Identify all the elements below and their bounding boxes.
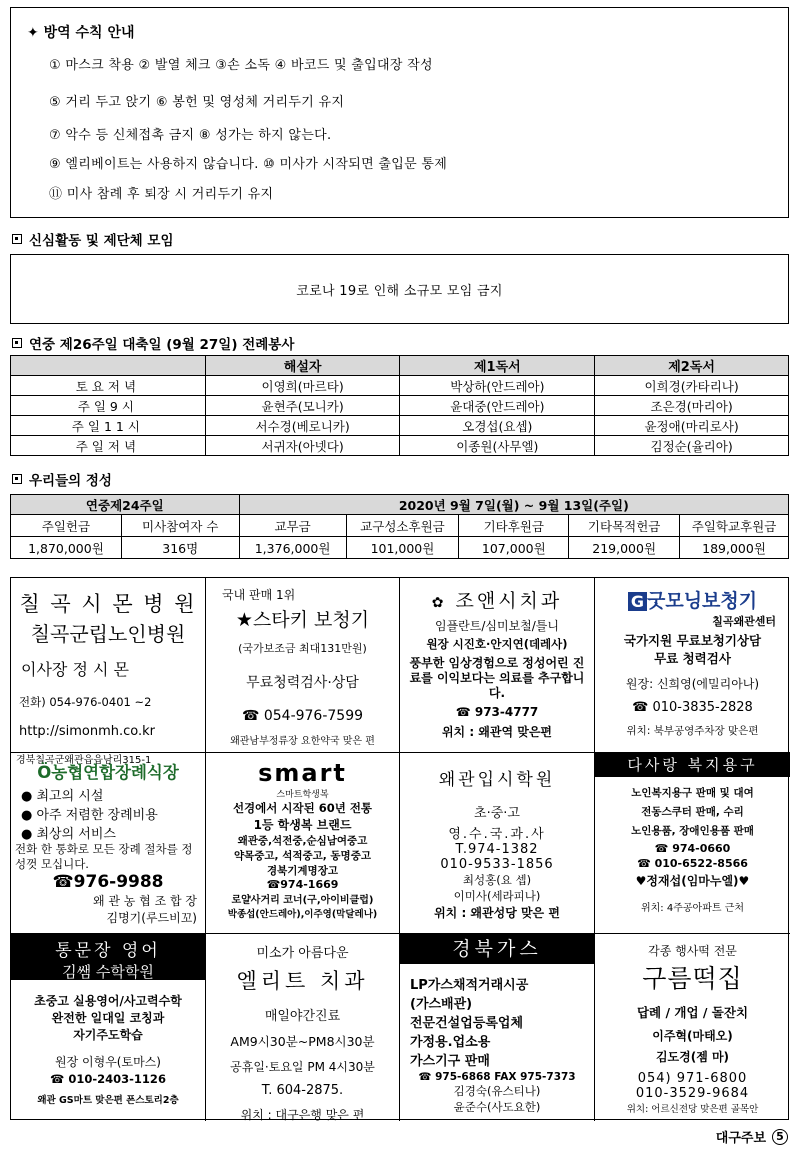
page-footer: [716, 1127, 788, 1146]
offering-table: [10, 494, 789, 559]
ad-phone: 010-9533-1856: [440, 857, 554, 872]
square-bullet-icon: [12, 474, 22, 484]
leaf-logo-icon: Ö: [37, 763, 52, 782]
week-label: 연중제24주일: [11, 495, 240, 515]
ad-phone: ☎ 010-3835-2828: [632, 700, 753, 715]
ad-line: 무료청력검사·상담: [246, 675, 359, 691]
ad-dasarang-welfare: [595, 753, 790, 934]
ad-phone: ☎ 975-6868 FAX 975-7373: [418, 1071, 576, 1083]
table-cell: 189,000원: [680, 537, 789, 559]
ad-joan-dental: [400, 578, 595, 753]
offering-section-title: 우리들의 정성: [12, 469, 112, 489]
ad-address: 로얄사거리 코너(구,아이비클럽): [231, 895, 374, 906]
ad-line: 전동스쿠터 판매, 수리: [641, 806, 744, 818]
ad-line: 왜 관 농 협 조 합 장: [92, 894, 197, 908]
ad-phone: T. 604-2875.: [261, 1083, 344, 1098]
ad-line: 미소가 아름다운: [256, 946, 349, 961]
ad-line: 무료 청력검사: [654, 651, 731, 666]
ad-phone: 010-3529-9684: [635, 1086, 750, 1101]
quarantine-rules-box: [10, 7, 789, 218]
ad-line: 국가지원 무료보청기상담: [623, 633, 762, 648]
ad-phone: ☎ 010-2403-1126: [50, 1072, 166, 1086]
table-row: [11, 376, 789, 396]
ad-description: 전화 한 통화로 모든 장례 절차를 정성껏 모십니다.: [15, 842, 193, 871]
mass-time: 토요저녁: [11, 376, 206, 396]
ad-gureum-rice-cake: [595, 934, 790, 1121]
ad-line: 자기주도학습: [73, 1028, 143, 1042]
ad-line: 이미사(세라피나): [453, 889, 541, 903]
ad-line: 김도경(젬 마): [655, 1050, 730, 1064]
table-cell: 오경섭(요셉): [400, 416, 595, 436]
ad-goodmorning-hearing: G 굿모닝보청기 칠곡왜관센터 국가지원 무료보청기상담 무료 청력검사 원장: 신희영(에밀리아나) ☎ 010-3835-2828 위치: 북부공영주차장 맞은편: [595, 578, 790, 753]
table-cell: 서귀자(아넷다): [205, 436, 400, 456]
ad-address: 위치: 4주공아파트 근처: [640, 903, 745, 914]
column-header: 해설자: [205, 356, 400, 376]
table-row: [11, 537, 789, 559]
column-header: 주일헌금: [11, 515, 122, 537]
ad-title: 왜관입시학원: [438, 770, 556, 790]
table-cell: 윤대중(안드레아): [400, 396, 595, 416]
ad-nonghyup-funeral: Ö농협연합장례식장 ● 최고의 시설 ● 아주 저렴한 장례비용 ● 최상의 서비스 전화 한 통화로 모든 장례 절차를 정성껏 모십니다. ☎976-9988 왜 관 농 협 조 합 장 김명기(루드비꼬): [11, 753, 206, 934]
ad-title: 구름떡집: [642, 964, 743, 993]
ad-title: ★스타키 보청기: [235, 609, 370, 631]
tooth-icon: ✿: [431, 595, 447, 611]
rule-line: ① 마스크 착용 ② 발열 체크 ③손 소독 ④ 바코드 및 출입대장 작성: [49, 58, 433, 73]
service-section-title: 연중 제26주일 대축일 (9월 27일) 전례봉사: [12, 333, 294, 353]
ad-line: 영.수.국.과.사: [448, 827, 546, 842]
rule-line: ⑤ 거리 두고 앉기 ⑥ 봉헌 및 영성체 거리두기 유지: [49, 95, 345, 110]
bullet-icon: ●: [21, 827, 33, 842]
ad-address: 경북칠곡군왜관읍읍남리315-1: [16, 755, 152, 766]
ad-address: 왜관 GS마트 맞은편 폰스토리2층: [37, 1095, 179, 1106]
ad-line: 칠곡왜관센터: [712, 615, 776, 628]
table-row: [11, 436, 789, 456]
table-cell: 서수경(베로니카): [205, 416, 400, 436]
ad-line: 초중고 실용영어/사고력수학: [34, 994, 182, 1008]
ad-phone: ☎ 054-976-7599: [241, 708, 364, 724]
ad-line: 노인용품, 장애인용품 판매: [631, 825, 754, 837]
table-cell: 107,000원: [459, 537, 569, 559]
ad-title: 다사랑 복지용구: [595, 753, 790, 777]
ad-title: 엘리트 치과: [236, 969, 369, 993]
ad-line: 약목중고, 석적중고, 동명중고: [233, 850, 371, 862]
ad-title: 경북가스: [400, 934, 594, 964]
meeting-section-title: 신심활동 및 제단체 모임: [12, 229, 174, 249]
ad-line: 이주혁(마태오): [652, 1029, 733, 1043]
ad-line: (국가보조금 최대131만원): [238, 642, 367, 655]
rule-line: ⑪ 미사 참례 후 퇴장 시 거리두기 유지: [49, 187, 274, 202]
table-cell: 이영희(마르타): [205, 376, 400, 396]
ad-title: 칠 곡 시 몬 병 원: [19, 592, 197, 616]
ad-english-math: [11, 934, 206, 1121]
table-cell: 1,376,000원: [239, 537, 346, 559]
ad-line: 완전한 일대일 코칭과: [51, 1011, 165, 1025]
ad-address: 왜관남부정류장 요한약국 맞은 편: [230, 736, 375, 747]
ad-phone: 전화) 054-976-0401 ~2: [19, 695, 152, 709]
table-cell: 조은경(마리아): [595, 396, 789, 416]
ad-line: (가스배관): [410, 997, 473, 1012]
bullet-icon: ●: [21, 789, 33, 804]
table-cell: 이희경(카타리나): [595, 376, 789, 396]
ad-line: 초·중·고: [474, 806, 520, 821]
ad-address: 위치: 북부공영주차장 맞은편: [626, 725, 759, 737]
column-header: 기타후원금: [459, 515, 569, 537]
period-label: 2020년 9월 7일(월) ~ 9월 13일(주일): [239, 495, 788, 515]
ad-gyeongbuk-gas: [400, 934, 595, 1121]
column-header: 기타목적헌금: [569, 515, 680, 537]
mass-time: 주일11시: [11, 416, 206, 436]
ad-line: 가스기구 판매: [410, 1054, 490, 1069]
ad-line: 박종섭(안드레아),이주영(막달레나): [227, 909, 378, 920]
ad-line: 원장: 신희영(에밀리아나): [625, 677, 760, 691]
table-row: [11, 416, 789, 436]
ad-line: AM9시30분~PM8시30분: [230, 1034, 375, 1049]
ad-phone: ☎ 973-4777: [455, 705, 539, 719]
ad-address: 위치 : 대구은행 맞은 편: [240, 1108, 365, 1122]
ad-line: 공휴일·토요일 PM 4시30분: [230, 1060, 375, 1074]
column-header: [11, 356, 206, 376]
ad-line: 노인복지용구 판매 및 대여: [631, 787, 754, 799]
ads-grid: [10, 577, 789, 1120]
ad-description: 풍부한 임상경험으로 정성어린 진료를 이익보다는 의료를 추구합니다.: [409, 656, 585, 700]
ad-line: 임플란트/심미보철/틀니: [434, 619, 559, 633]
ad-phone: ☎974-1669: [266, 878, 339, 891]
table-cell: 김정순(율리아): [595, 436, 789, 456]
ad-subtitle: 칠곡군립노인병원: [30, 622, 186, 646]
ad-line: 선경에서 시작된 60년 전통: [232, 801, 373, 815]
column-header: 교구성소후원금: [346, 515, 459, 537]
mass-time: 주일저녁: [11, 436, 206, 456]
table-header-row: [11, 515, 789, 537]
ad-simon-hospital: [11, 578, 206, 766]
ad-url: http://simonmh.co.kr: [19, 724, 155, 739]
column-header: 제1독서: [400, 356, 595, 376]
ad-line: 국내 판매 1위: [222, 588, 296, 602]
column-header: 교무금: [239, 515, 346, 537]
ad-line: 경북기계명장고: [266, 865, 338, 877]
ad-line: 김명기(루드비꼬): [106, 911, 197, 925]
table-header-row: [11, 356, 789, 376]
column-header: 제2독서: [595, 356, 789, 376]
ad-address: 위치: 어르신전당 맞은편 골목안: [626, 1104, 759, 1115]
ad-subtitle: 김쌤 수학학원: [62, 963, 154, 981]
ad-phone: 054) 971-6800: [637, 1071, 748, 1086]
square-bullet-icon: [12, 234, 22, 244]
ad-phone: ☎976-9988: [52, 872, 164, 892]
ad-title: 통문장 영어: [55, 941, 161, 961]
ad-line: 전문건설업등록업체: [410, 1016, 524, 1031]
table-cell: 316명: [121, 537, 239, 559]
ad-address: 위치 : 왜관성당 맞은 편: [434, 906, 560, 920]
ad-line: 가정용.업소용: [410, 1035, 491, 1050]
mass-time: 주일9시: [11, 396, 206, 416]
table-cell: 101,000원: [346, 537, 459, 559]
ad-line: 김경숙(유스티나): [453, 1084, 541, 1098]
ad-starkey: [206, 578, 400, 753]
table-cell: 박상하(안드레아): [400, 376, 595, 396]
table-cell: 윤정애(마리로사): [595, 416, 789, 436]
ad-line: 최성홍(요 셉): [462, 873, 532, 887]
ad-line: 답례 / 개업 / 돌잔치: [636, 1005, 749, 1020]
ad-line: 매일야간진료: [264, 1009, 341, 1024]
meeting-notice: 코로나 19로 인해 소규모 모임 금지: [296, 283, 503, 299]
cross-icon: ✦: [27, 25, 39, 41]
ad-line: 윤준수(사도요한): [453, 1100, 541, 1114]
ad-line: 1등 학생복 브랜드: [253, 818, 352, 832]
bullet-icon: ●: [21, 808, 33, 823]
page-number: 5: [772, 1129, 788, 1145]
ad-line: 스마트학생복: [276, 790, 329, 800]
ad-address: 위치 : 왜관역 맞은편: [441, 725, 553, 739]
ad-title: 조앤시치과: [455, 590, 563, 612]
ad-line: 원장 시진호·안지연(데레사): [426, 637, 568, 651]
ad-phone: ☎ 974-0660: [654, 842, 731, 855]
ad-line: 원장 이형우(토마스): [55, 1055, 161, 1069]
ad-line: LP가스채적거래시공: [410, 978, 529, 993]
ad-line: 왜관중,석전중,순심남여중고: [237, 835, 368, 847]
g-logo-icon: G: [628, 592, 647, 611]
table-cell: 1,870,000원: [11, 537, 122, 559]
rule-line: ⑨ 엘리베이트는 사용하지 않습니다. ⑩ 미사가 시작되면 출입문 통제: [49, 157, 448, 172]
ad-phone: T.974-1382: [455, 842, 539, 857]
rules-title: ✦ 방역 수칙 안내: [27, 25, 135, 41]
table-row: [11, 396, 789, 416]
ad-phone: ☎ 010-6522-8566: [637, 857, 748, 870]
square-bullet-icon: [12, 338, 22, 348]
ad-line: 이사장 정 시 몬: [21, 660, 129, 679]
rule-line: ⑦ 악수 등 신체접촉 금지 ⑧ 성가는 하지 않는다.: [49, 128, 332, 143]
ad-line: ♥정재섭(임마누엘)♥: [635, 874, 750, 888]
ad-elite-dental: [206, 934, 400, 1121]
meeting-notice-box: [10, 254, 789, 324]
column-header: 주일학교후원금: [680, 515, 789, 537]
ad-smart-uniform: [206, 753, 400, 934]
table-cell: 이종원(사무엘): [400, 436, 595, 456]
service-table: [10, 355, 789, 456]
column-header: 미사참여자 수: [121, 515, 239, 537]
smart-logo: smart: [258, 759, 347, 787]
bulletin-name: 대구주보: [715, 1131, 766, 1146]
table-cell: 219,000원: [569, 537, 680, 559]
ad-waegwan-academy: [400, 753, 595, 934]
table-cell: 윤현주(모니카): [205, 396, 400, 416]
ad-line: 각종 행사떡 전문: [648, 944, 737, 958]
table-header-row: [11, 495, 789, 515]
